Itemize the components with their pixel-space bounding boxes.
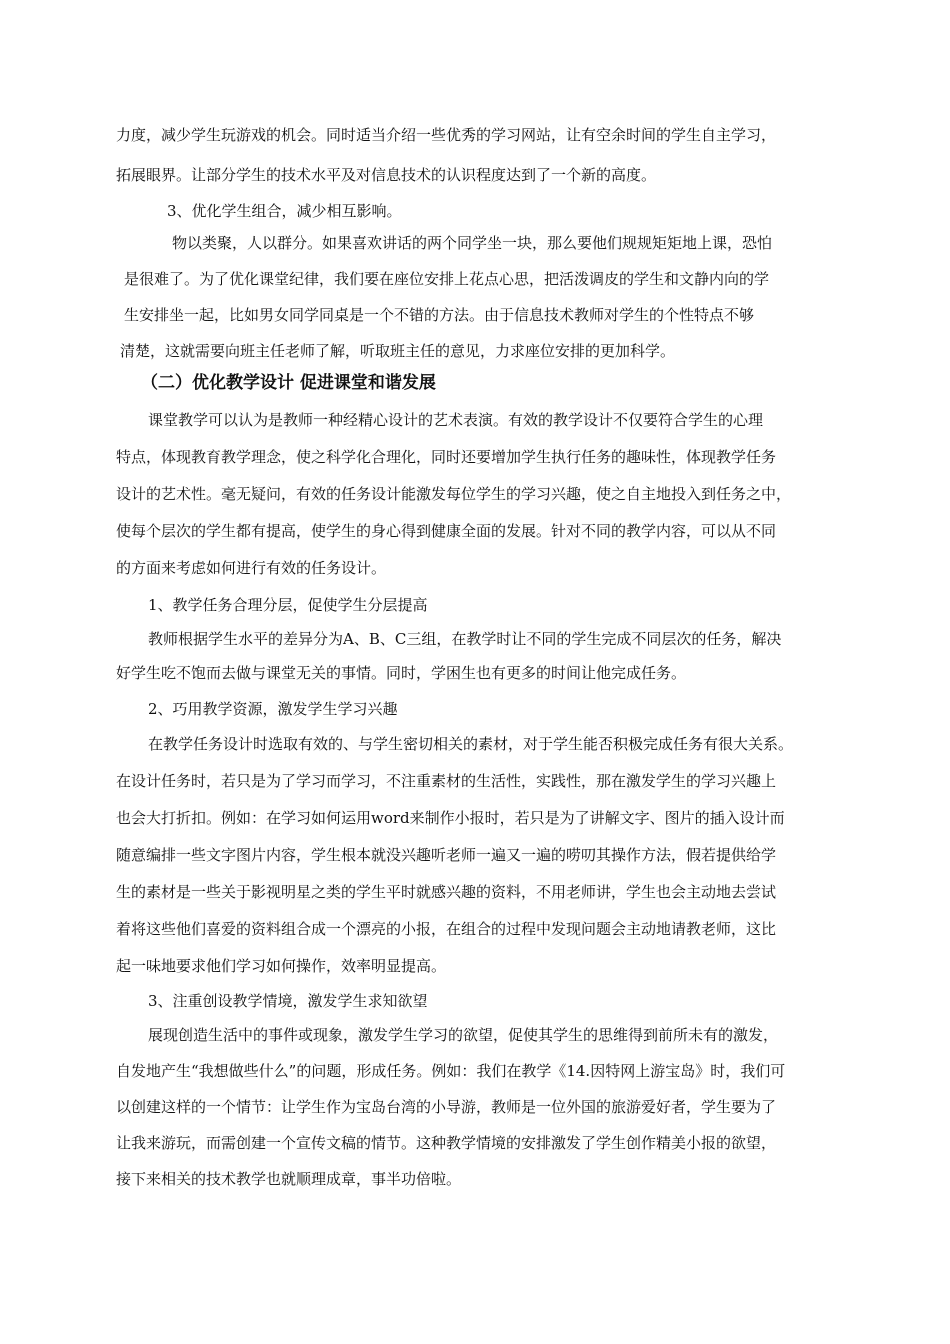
text-line: 让我来游玩，而需创建一个宣传文稿的情节。这种教学情境的安排激发了学生创作精美小报的欲望， <box>116 1134 777 1152</box>
text-line: 设计的艺术性。毫无疑问，有效的任务设计能激发每位学生的学习兴趣，使之自主地投入到任务之中， <box>116 485 792 503</box>
section-heading: （二）优化教学设计 促进课堂和谐发展 <box>141 373 436 393</box>
text-line: 好学生吃不饱而去做与课堂无关的事情。同时，学困生也有更多的时间让他完成任务。 <box>116 664 687 682</box>
subsection-title: 2、巧用教学资源，激发学生学习兴趣 <box>148 700 398 718</box>
text-line: 教师根据学生水平的差异分为A、B、C三组，在教学时让不同的学生完成不同层次的任务，解决 <box>148 630 782 648</box>
text-line: 在设计任务时，若只是为了学习而学习，不注重素材的生活性，实践性，那在激发学生的学习兴趣上 <box>116 772 777 790</box>
text-line: 特点，体现教育教学理念，使之科学化合理化，同时还要增加学生执行任务的趣味性，体现教学任务 <box>116 448 777 466</box>
text-line: 清楚，这就需要向班主任老师了解，听取班主任的意见，力求座位安排的更加科学。 <box>120 342 676 360</box>
text-line: 接下来相关的技术教学也就顺理成章，事半功倍啦。 <box>116 1170 462 1188</box>
text-line: 也会大打折扣。例如：在学习如何运用word来制作小报时，若只是为了讲解文字、图片的插入设计而 <box>116 809 785 827</box>
subsection-title: 1、教学任务合理分层，促使学生分层提高 <box>148 596 428 614</box>
text-line: 是很难了。为了优化课堂纪律，我们要在座位安排上花点心思，把活泼调皮的学生和文静内向的学 <box>124 270 770 288</box>
text-line: 着将这些他们喜爱的资料组合成一个漂亮的小报，在组合的过程中发现问题会主动地请教老师，这比 <box>116 920 777 938</box>
text-line: 以创建这样的一个情节：让学生作为宝岛台湾的小导游，教师是一位外国的旅游爱好者，学生要为了 <box>116 1098 777 1116</box>
text-line: 自发地产生“我想做些什么”的问题，形成任务。例如：我们在教学《14.因特网上游宝岛》时，我们可 <box>116 1062 786 1080</box>
text-line: 在教学任务设计时选取有效的、与学生密切相关的素材，对于学生能否积极完成任务有很大关系。 <box>148 735 794 753</box>
text-line: 生安排坐一起，比如男女同学同桌是一个不错的方法。由于信息技术教师对学生的个性特点不够 <box>124 306 755 324</box>
text-line: 课堂教学可以认为是教师一种经精心设计的艺术表演。有效的教学设计不仅要符合学生的心理 <box>148 411 764 429</box>
subsection-title: 3、注重创设教学情境，激发学生求知欲望 <box>148 992 428 1010</box>
text-line: 生的素材是一些关于影视明星之类的学生平时就感兴趣的资料，不用老师讲，学生也会主动地去尝试 <box>116 883 777 901</box>
text-line: 起一味地要求他们学习如何操作，效率明显提高。 <box>116 957 447 975</box>
text-line: 展现创造生活中的事件或现象，激发学生学习的欲望，促使其学生的思维得到前所未有的激发， <box>148 1026 779 1044</box>
text-line: 的方面来考虑如何进行有效的任务设计。 <box>116 559 387 577</box>
text-line: 力度，减少学生玩游戏的机会。同时适当介绍一些优秀的学习网站，让有空余时间的学生自主学习， <box>116 126 777 144</box>
text-line: 物以类聚，人以群分。如果喜欢讲话的两个同学坐一块，那么要他们规规矩矩地上课，恐怕 <box>172 234 773 252</box>
item-3-title: 3、优化学生组合，减少相互影响。 <box>167 202 402 220</box>
text-line: 随意编排一些文字图片内容，学生根本就没兴趣听老师一遍又一遍的唠叨其操作方法，假若提供给学 <box>116 846 777 864</box>
text-line: 使每个层次的学生都有提高，使学生的身心得到健康全面的发展。针对不同的教学内容，可以从不同 <box>116 522 777 540</box>
text-line: 拓展眼界。让部分学生的技术水平及对信息技术的认识程度达到了一个新的高度。 <box>116 166 657 184</box>
